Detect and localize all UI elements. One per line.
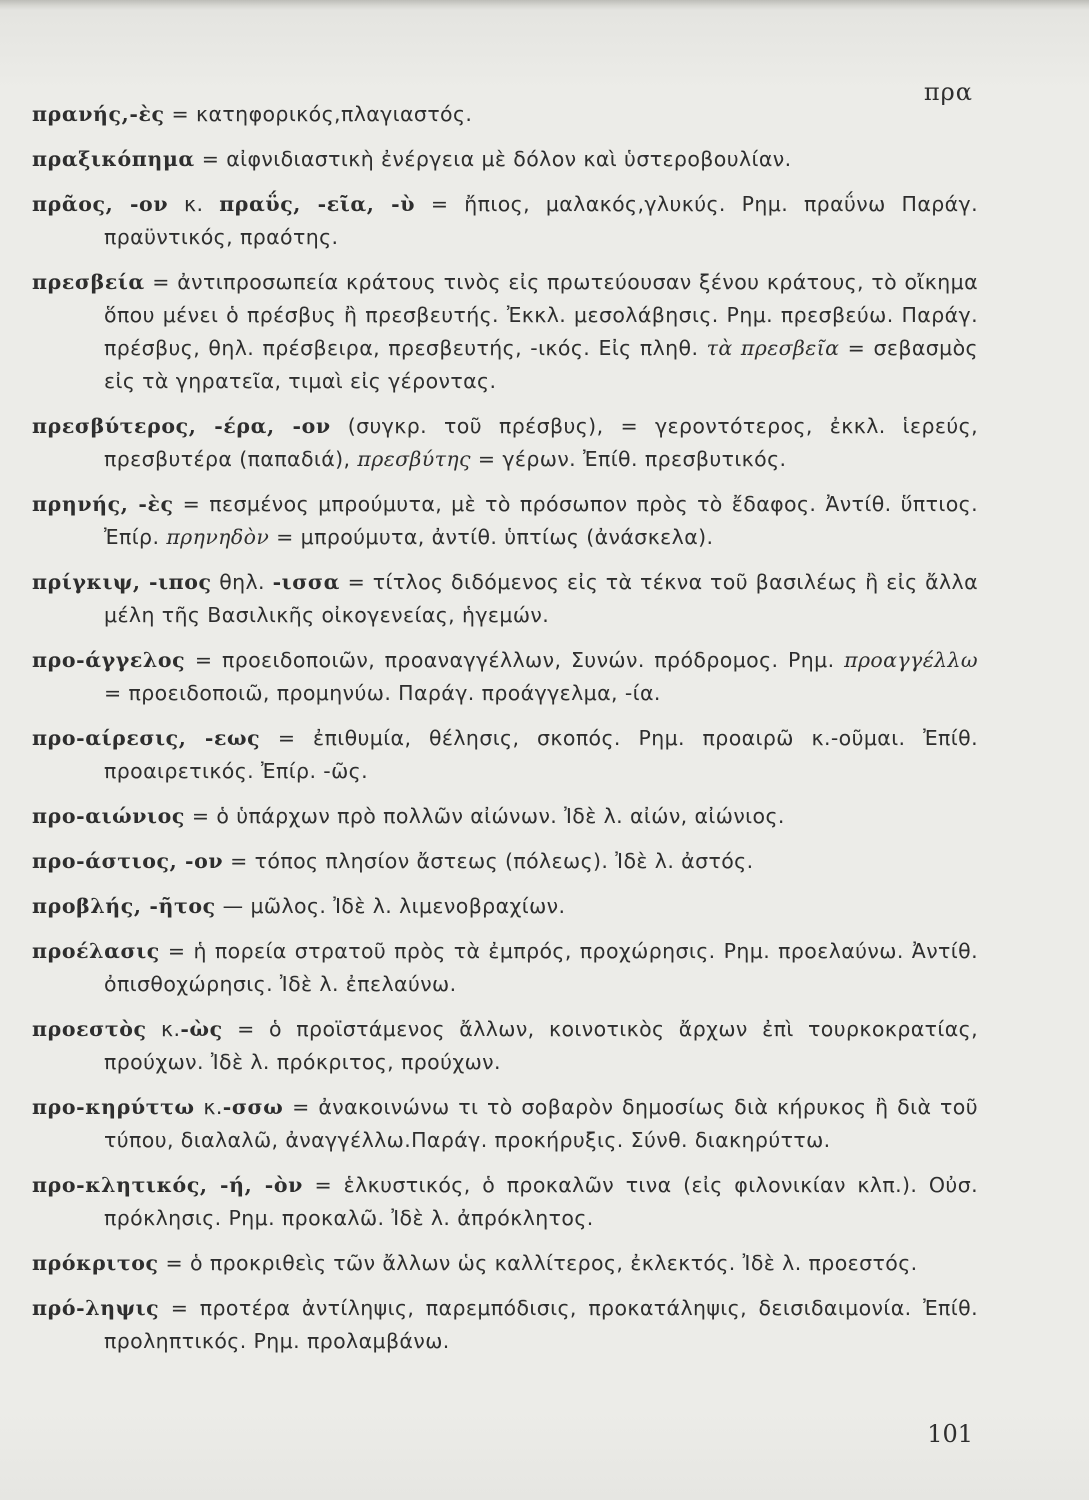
entry-presbyteros (32, 410, 978, 476)
entry-problis (32, 890, 978, 923)
definition: = προειδοποιῶν, προαναγγέλλων, Συνών. πρόδρομος. Ρημ. (185, 648, 845, 672)
entry-prenes (32, 488, 978, 554)
definition: (συγκρ. τοῦ πρέσβυς), = γεροντότερος, ἐκκλ. ἱερεύς, πρεσβυτέρα (παπαδιά), (104, 414, 978, 471)
italic-term: πρηνηδὸν (166, 525, 270, 549)
connector: θηλ. (211, 570, 273, 594)
definition-cont: = μπρούμυτα, ἀντίθ. ὑπτίως (ἀνάσκελα). (269, 525, 714, 549)
page-number: 101 (927, 1420, 973, 1448)
headword: πρεσβεία (32, 270, 145, 294)
entry-praxikopema (32, 143, 978, 176)
entry-prokeryttw (32, 1091, 978, 1157)
headword: προβλής, -ῆτος (32, 894, 216, 918)
definition: = πεσμένος μπρούμυτα, μὲ τὸ πρόσωπον πρὸς τὸ ἔδαφος. Ἀντίθ. ὕπτιος. Ἐπίρ. (104, 492, 979, 549)
headword-variant: πραΰς, -εῖα, -ὺ (219, 192, 416, 216)
definition: = τόπος πλησίον ἄστεως (πόλεως). Ἰδὲ λ. ἀστός. (223, 849, 754, 873)
headword-variant: -σσω (222, 1095, 284, 1119)
entry-proaggelos (32, 644, 978, 710)
headword: πρηνής, -ὲς (32, 492, 174, 516)
definition: = ὁ ὑπάρχων πρὸ πολλῶν αἰώνων. Ἰδὲ λ. αἰών, αἰώνιος. (184, 804, 785, 828)
entry-proaionios (32, 800, 978, 833)
entry-proairesis (32, 722, 978, 788)
definition: = τίτλος διδόμενος εἰς τὰ τέκνα τοῦ βασιλέως ἢ εἰς ἄλλα μέλη τῆς Βασιλικῆς οἰκογενείας, ἡγεμών. (104, 570, 979, 627)
italic-term: πρεσβύτης (357, 447, 471, 471)
entry-pranes (32, 98, 978, 131)
headword: προ-κλητικός, -ή, -ὸν (32, 1173, 303, 1197)
definition-cont: = προειδοποιῶ, προμηνύω. Παράγ. προάγγελμα, -ία. (104, 681, 661, 705)
definition: = ἐπιθυμία, θέλησις, σκοπός. Ρημ. προαιρῶ κ.-οῦμαι. Ἐπίθ. προαιρετικός. Ἐπίρ. -ῶς. (104, 726, 978, 783)
definition: = κατηφορικός,πλαγιαστός. (164, 102, 473, 126)
page-top-edge (0, 0, 1089, 10)
definition: = ἀνακοινώνω τι τὸ σοβαρὸν δημοσίως διὰ κήρυκος ἢ διὰ τοῦ τύπου, διαλαλῶ, ἀναγγέλλω.Παράγ. προκήρυξις. Σύνθ. διακηρύττω. (104, 1095, 978, 1152)
headword-variant: -ισσα (272, 570, 340, 594)
definition: = ἡ πορεία στρατοῦ πρὸς τὰ ἐμπρός, προχώρησις. Ρημ. προελαύνω. Ἀντίθ. ὀπισθοχώρησις. Ἰδὲ λ. ἐπελαύνω. (104, 939, 978, 996)
definition-cont: = σεβασμὸς εἰς τὰ γηρατεῖα, τιμαὶ εἰς γέροντας. (104, 336, 978, 393)
running-header: πρα (923, 78, 973, 106)
definition: = ἀντιπροσωπεία κράτους τινὸς εἰς πρωτεύουσαν ξένου κράτους, τὸ οἴκημα ὅπου μένει ὁ πρέσβυς ἢ πρεσβευτής. Ἐκκλ. μεσολάβησις. Ρημ. πρεσβεύω. Παράγ. πρέσβυς, θηλ. πρέσβειρα, πρεσβευτής, -ικός. Εἰς πληθ. (104, 270, 978, 360)
entry-list (32, 98, 978, 1370)
entry-proelasis (32, 935, 978, 1001)
entry-prigkips (32, 566, 978, 632)
headword: πρεσβύτερος, -έρα, -ον (32, 414, 331, 438)
headword: προ-αίρεσις, -εως (32, 726, 261, 750)
entry-praos (32, 188, 978, 254)
italic-term: τὰ πρεσβεῖα (706, 336, 840, 360)
headword: προεστὸς (32, 1017, 147, 1041)
definition-cont: = γέρων. Ἐπίθ. πρεσβυτικός. (470, 447, 787, 471)
headword: προέλασις (32, 939, 160, 963)
entry-prolipsis (32, 1292, 978, 1358)
entry-proastios (32, 845, 978, 878)
connector: κ. (168, 192, 220, 216)
connector: κ. (146, 1017, 181, 1041)
headword: πρό-ληψις (32, 1296, 160, 1320)
definition: = αἰφνιδιαστικὴ ἐνέργεια μὲ δόλον καὶ ὑστεροβουλίαν. (194, 147, 792, 171)
headword: προ-αιώνιος (32, 804, 185, 828)
headword: προ-άστιος, -ον (32, 849, 224, 873)
headword: πραξικόπημα (32, 147, 195, 171)
italic-term: προαγγέλλω (844, 648, 978, 672)
headword: πρᾶος, -ον (32, 192, 169, 216)
entry-prokritos (32, 1247, 978, 1280)
entry-proklitikos (32, 1169, 978, 1235)
definition: = ὁ προκριθεὶς τῶν ἄλλων ὡς καλλίτερος, ἐκλεκτός. Ἰδὲ λ. προεστός. (158, 1251, 918, 1275)
headword: πρίγκιψ, -ιπος (32, 570, 212, 594)
definition: = ὁ προϊστάμενος ἄλλων, κοινοτικὸς ἄρχων ἐπὶ τουρκοκρατίας, προύχων. Ἰδὲ λ. πρόκριτος, προύχων. (104, 1017, 978, 1074)
headword: προ-άγγελος (32, 648, 186, 672)
entry-proestos (32, 1013, 978, 1079)
definition: — μῶλος. Ἰδὲ λ. λιμενοβραχίων. (215, 894, 566, 918)
definition: = ἤπιος, μαλακός,γλυκύς. Ρημ. πραΰνω Παράγ. πραϋντικός, πραότης. (104, 192, 979, 249)
definition: = προτέρα ἀντίληψις, παρεμπόδισις, προκατάληψις, δεισιδαιμονία. Ἐπίθ. προληπτικός. Ρημ. προλαμβάνω. (104, 1296, 978, 1353)
definition: = ἑλκυστικός, ὁ προκαλῶν τινα (εἰς φιλονικίαν κλπ.). Οὐσ. πρόκλησις. Ρημ. προκαλῶ. Ἰδὲ λ. ἀπρόκλητος. (104, 1173, 979, 1230)
headword: πρόκριτος (32, 1251, 159, 1275)
connector: κ. (194, 1095, 223, 1119)
headword-variant: -ὼς (180, 1017, 223, 1041)
entry-presbeia (32, 266, 978, 398)
headword: προ-κηρύττω (32, 1095, 195, 1119)
headword: πρανής,-ὲς (32, 102, 165, 126)
